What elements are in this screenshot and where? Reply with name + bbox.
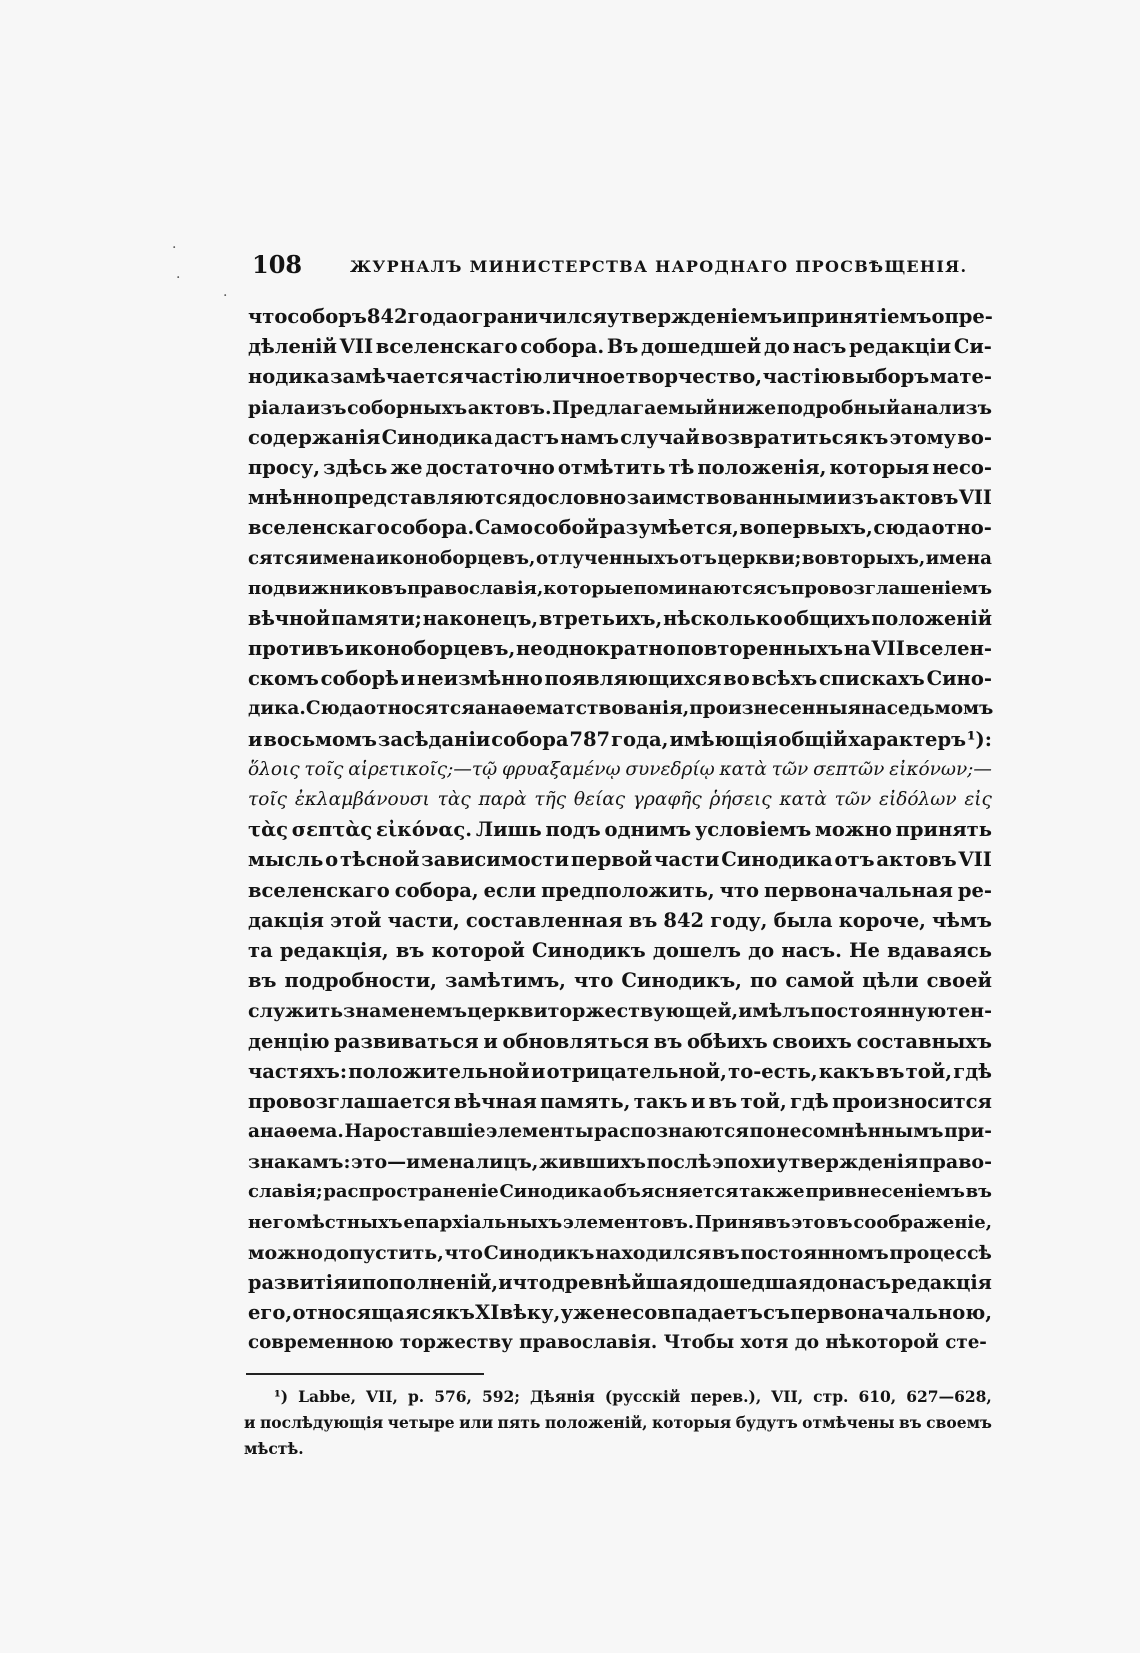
text-line: развитія и пополненій, и что древнѣйшая дошедшая до насъ редакція	[248, 1271, 992, 1294]
text-line: вѣчной памяти; наконецъ, втретьихъ, нѣсколько общихъ положеній	[248, 606, 992, 630]
margin-mark: ·	[172, 240, 177, 256]
journal-title: ЖУРНАЛЪ МИНИСТЕРСТВА НАРОДНАГО ПРОСВѢЩЕНІЯ.	[350, 257, 968, 276]
text-line: его, относящаяся къ XI вѣку, уже не совпадаетъ съ первоначальною,	[248, 1301, 992, 1325]
text-line: скомъ соборѣ и неизмѣнно появляющихся во всѣхъ спискахъ Сино-	[248, 667, 992, 691]
text-line: можно допустить, что Синодикъ находился въ постоянномъ процессѣ	[248, 1241, 992, 1264]
text-line: τὰς σεπτὰς εἰκόνας. Лишь подъ однимъ условіемъ можно принять	[248, 818, 992, 842]
text-line: ріала изъ соборныхъ актовъ. Предлагаемый ниже подробный анализъ	[248, 396, 992, 419]
running-head	[252, 250, 992, 286]
text-line: современною торжеству православія. Чтобы хотя до нѣкоторой сте-	[248, 1332, 987, 1354]
text-line: противъ иконоборцевъ, неоднократно повторенныхъ на VII вселен-	[248, 637, 992, 661]
footnote-line: и послѣдующія четыре или пять положеній, которыя будутъ отмѣчены въ своемъ	[244, 1413, 992, 1432]
text-line: въ подробности, замѣтимъ, что Синодикъ, по самой цѣли своей	[248, 969, 992, 993]
text-line: мысль о тѣсной зависимости первой части Синодика отъ актовъ VII	[248, 848, 992, 872]
text-line: служить знаменемъ церкви торжествующей, имѣлъ постоянную тен-	[248, 1000, 992, 1023]
text-line: дѣленій VII вселенскаго собора. Въ дошедшей до насъ редакціи Си-	[248, 335, 992, 359]
text-line: та редакція, въ которой Синодикъ дошелъ до насъ. Не вдаваясь	[248, 938, 992, 962]
text-line: вселенскаго собора. Само собой разумѣется, вопервыхъ, сюда отно-	[248, 516, 992, 540]
margin-mark: ·	[223, 288, 228, 304]
text-line: денцію развиваться и обновляться въ обѣихъ своихъ составныхъ	[248, 1029, 992, 1053]
text-line: ὅλοις τοῖς αἱρετικοῖς;—τῷ φρυαξαμένῳ συνεδρίῳ κατὰ τῶν σεπτῶν εἰκόνων;—	[248, 758, 992, 780]
text-line: сятся имена иконоборцевъ, отлученныхъ отъ церкви; вовторыхъ, имена	[248, 547, 992, 569]
page-number: 108	[252, 250, 303, 279]
text-line: нодика замѣчается частію личное творчество, частію выборъ мате-	[248, 365, 992, 389]
text-line: анаѳема. Нароставшіе элементы распознаются по несомнѣннымъ при-	[248, 1121, 992, 1143]
text-line: дика. Сюда относятся анаѳематствованія, произнесенныя на седьмомъ	[248, 698, 994, 720]
footnote-line: мѣстѣ.	[244, 1439, 304, 1458]
text-line: содержанія Синодика дастъ намъ случай возвратиться къ этому во-	[248, 425, 992, 449]
text-line: что соборъ 842 года ограничился утвержденіемъ и принятіемъ опре-	[248, 305, 993, 328]
text-line: него мѣстныхъ епархіальныхъ элементовъ. Принявъ это въ соображеніе,	[248, 1211, 992, 1233]
margin-mark: ·	[176, 270, 181, 286]
footnote	[244, 1384, 992, 1462]
text-line: славія; распространеніе Синодика объясняется также привнесеніемъ въ	[248, 1181, 992, 1203]
main-text	[248, 302, 992, 1359]
text-line: и восьмомъ засѣданіи собора 787 года, имѣющія общій характеръ ¹):	[248, 727, 992, 751]
text-line: знакамъ: это—имена лицъ, жившихъ послѣ эпохи утвержденія право-	[248, 1151, 992, 1174]
text-line: просу, здѣсь же достаточно отмѣтить тѣ положенія, которыя несо-	[248, 455, 992, 479]
text-line: частяхъ: положительной и отрицательной, то-есть, какъ въ той, гдѣ	[248, 1059, 992, 1083]
text-line: провозглашается вѣчная память, такъ и въ той, гдѣ произносится	[248, 1089, 992, 1113]
footnote-line: ¹) Labbe, VII, p. 576, 592; Дѣянія (русскій перев.), VII, стр. 610, 627—628,	[274, 1387, 992, 1406]
text-line: мнѣнно представляются дословно заимствованными изъ актовъ VII	[248, 486, 992, 510]
text-line: подвижниковъ православія, которые поминаются съ провозглашеніемъ	[248, 577, 992, 599]
footnote-rule	[246, 1373, 484, 1375]
text-line: τοῖς ἐκλαμβάνουσι τὰς παρὰ τῆς θείας γραφῆς ῥήσεις κατὰ τῶν εἰδόλων εἰς	[248, 789, 992, 810]
text-line: дакція этой части, составленная въ 842 году, была короче, чѣмъ	[248, 908, 992, 932]
text-line: вселенскаго собора, если предположить, что первоначальная ре-	[248, 878, 992, 902]
